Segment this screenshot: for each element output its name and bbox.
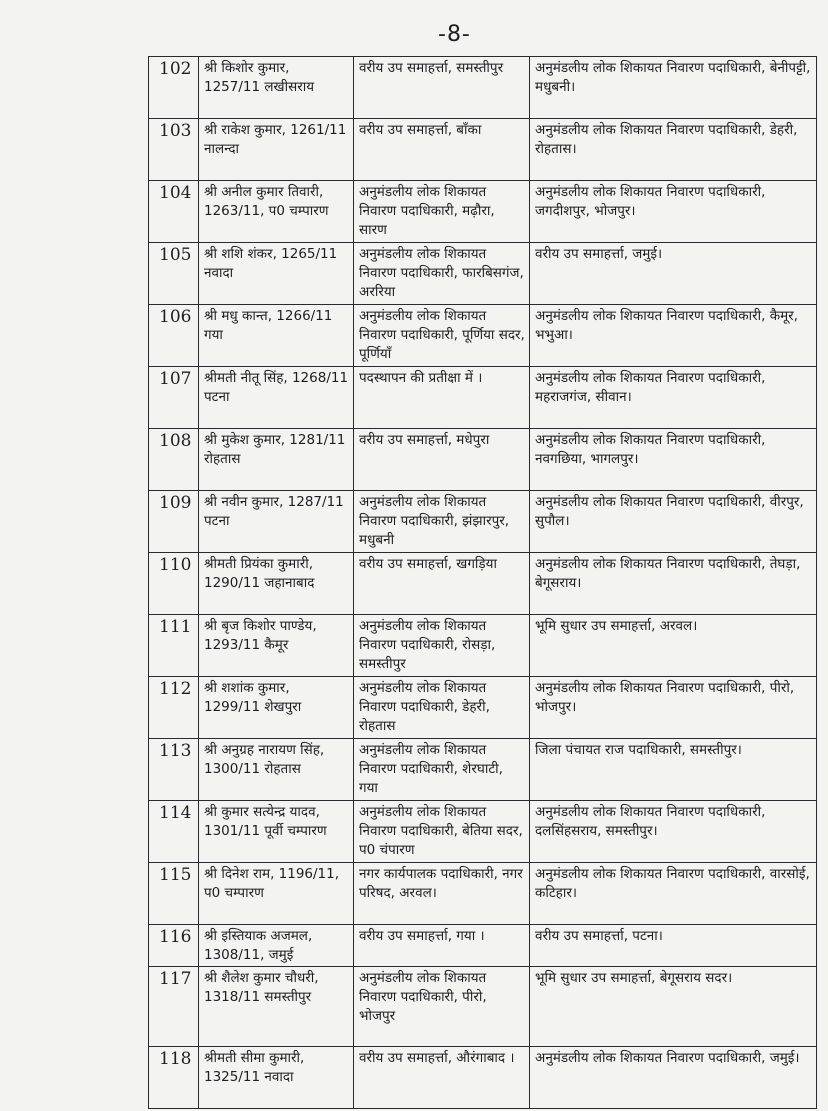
officer-cell: श्री नवीन कुमार, 1287/11 पटना xyxy=(199,491,354,553)
new-posting-cell: अनुमंडलीय लोक शिकायत निवारण पदाधिकारी, वीरपुर, सुपौल। xyxy=(530,491,817,553)
table-row xyxy=(149,801,817,863)
current-posting-cell: अनुमंडलीय लोक शिकायत निवारण पदाधिकारी, रोसड़ा, समस्तीपुर xyxy=(354,615,530,677)
new-posting-cell: अनुमंडलीय लोक शिकायत निवारण पदाधिकारी, दलसिंहसराय, समस्तीपुर। xyxy=(530,801,817,863)
current-posting-cell: अनुमंडलीय लोक शिकायत निवारण पदाधिकारी, शेरघाटी, गया xyxy=(354,739,530,801)
serial-number: 110 xyxy=(149,553,199,615)
officer-cell: श्री दिनेश राम, 1196/11, प0 चम्पारण xyxy=(199,863,354,925)
officer-cell: श्री शैलेश कुमार चौधरी, 1318/11 समस्तीपुर xyxy=(199,967,354,1047)
table-row xyxy=(149,615,817,677)
transfer-table xyxy=(148,56,817,1109)
table-row xyxy=(149,305,817,367)
officer-cell: श्रीमती प्रियंका कुमारी, 1290/11 जहानाबाद xyxy=(199,553,354,615)
officer-cell: श्री शशांक कुमार, 1299/11 शेखपुरा xyxy=(199,677,354,739)
new-posting-cell: अनुमंडलीय लोक शिकायत निवारण पदाधिकारी, कैमूर, भभुआ। xyxy=(530,305,817,367)
current-posting-cell: वरीय उप समाहर्त्ता, मधेपुरा xyxy=(354,429,530,491)
serial-number: 105 xyxy=(149,243,199,305)
officer-cell: श्रीमती नीतू सिंह, 1268/11 पटना xyxy=(199,367,354,429)
current-posting-cell: अनुमंडलीय लोक शिकायत निवारण पदाधिकारी, फारबिसगंज, अररिया xyxy=(354,243,530,305)
current-posting-cell: वरीय उप समाहर्त्ता, खगड़िया xyxy=(354,553,530,615)
serial-number: 102 xyxy=(149,57,199,119)
new-posting-cell: भूमि सुधार उप समाहर्त्ता, अरवल। xyxy=(530,615,817,677)
serial-number: 107 xyxy=(149,367,199,429)
current-posting-cell: अनुमंडलीय लोक शिकायत निवारण पदाधिकारी, बेतिया सदर, प0 चंपारण xyxy=(354,801,530,863)
new-posting-cell: अनुमंडलीय लोक शिकायत निवारण पदाधिकारी, नवगछिया, भागलपुर। xyxy=(530,429,817,491)
serial-number: 113 xyxy=(149,739,199,801)
new-posting-cell: भूमि सुधार उप समाहर्त्ता, बेगूसराय सदर। xyxy=(530,967,817,1047)
current-posting-cell: वरीय उप समाहर्त्ता, बाँका xyxy=(354,119,530,181)
page-number: -8- xyxy=(438,22,471,47)
table-row xyxy=(149,119,817,181)
serial-number: 117 xyxy=(149,967,199,1047)
table-row xyxy=(149,739,817,801)
table-row xyxy=(149,967,817,1047)
serial-number: 116 xyxy=(149,925,199,967)
current-posting-cell: वरीय उप समाहर्त्ता, समस्तीपुर xyxy=(354,57,530,119)
current-posting-cell: अनुमंडलीय लोक शिकायत निवारण पदाधिकारी, मढ़ौरा, सारण xyxy=(354,181,530,243)
current-posting-cell: वरीय उप समाहर्त्ता, गया । xyxy=(354,925,530,967)
serial-number: 118 xyxy=(149,1047,199,1109)
new-posting-cell: अनुमंडलीय लोक शिकायत निवारण पदाधिकारी, जमुई। xyxy=(530,1047,817,1109)
officer-cell: श्री इस्तियाक अजमल, 1308/11, जमुई xyxy=(199,925,354,967)
officer-cell: श्री मधु कान्त, 1266/11 गया xyxy=(199,305,354,367)
table-row xyxy=(149,491,817,553)
table-row xyxy=(149,57,817,119)
serial-number: 112 xyxy=(149,677,199,739)
serial-number: 114 xyxy=(149,801,199,863)
current-posting-cell: अनुमंडलीय लोक शिकायत निवारण पदाधिकारी, डेहरी, रोहतास xyxy=(354,677,530,739)
new-posting-cell: अनुमंडलीय लोक शिकायत निवारण पदाधिकारी, बेनीपट्टी, मधुबनी। xyxy=(530,57,817,119)
current-posting-cell: अनुमंडलीय लोक शिकायत निवारण पदाधिकारी, झंझारपुर, मधुबनी xyxy=(354,491,530,553)
new-posting-cell: अनुमंडलीय लोक शिकायत निवारण पदाधिकारी, डेहरी, रोहतास। xyxy=(530,119,817,181)
table-row xyxy=(149,863,817,925)
current-posting-cell: वरीय उप समाहर्त्ता, औरंगाबाद । xyxy=(354,1047,530,1109)
table-row xyxy=(149,925,817,967)
officer-cell: श्री शशि शंकर, 1265/11 नवादा xyxy=(199,243,354,305)
serial-number: 104 xyxy=(149,181,199,243)
serial-number: 111 xyxy=(149,615,199,677)
new-posting-cell: अनुमंडलीय लोक शिकायत निवारण पदाधिकारी, महराजगंज, सीवान। xyxy=(530,367,817,429)
officer-cell: श्री मुकेश कुमार, 1281/11 रोहतास xyxy=(199,429,354,491)
officer-cell: श्री अनील कुमार तिवारी, 1263/11, प0 चम्पारण xyxy=(199,181,354,243)
current-posting-cell: नगर कार्यपालक पदाधिकारी, नगर परिषद, अरवल। xyxy=(354,863,530,925)
current-posting-cell: अनुमंडलीय लोक शिकायत निवारण पदाधिकारी, पीरो, भोजपुर xyxy=(354,967,530,1047)
table-row xyxy=(149,367,817,429)
new-posting-cell: जिला पंचायत राज पदाधिकारी, समस्तीपुर। xyxy=(530,739,817,801)
serial-number: 106 xyxy=(149,305,199,367)
officer-cell: श्रीमती सीमा कुमारी, 1325/11 नवादा xyxy=(199,1047,354,1109)
current-posting-cell: पदस्थापन की प्रतीक्षा में । xyxy=(354,367,530,429)
officer-cell: श्री राकेश कुमार, 1261/11 नालन्दा xyxy=(199,119,354,181)
table-row xyxy=(149,1047,817,1109)
table-row xyxy=(149,243,817,305)
current-posting-cell: अनुमंडलीय लोक शिकायत निवारण पदाधिकारी, पूर्णिया सदर, पूर्णियाँ xyxy=(354,305,530,367)
officer-cell: श्री अनुग्रह नारायण सिंह, 1300/11 रोहतास xyxy=(199,739,354,801)
table-row xyxy=(149,429,817,491)
new-posting-cell: अनुमंडलीय लोक शिकायत निवारण पदाधिकारी, जगदीशपुर, भोजपुर। xyxy=(530,181,817,243)
serial-number: 103 xyxy=(149,119,199,181)
table-row xyxy=(149,677,817,739)
new-posting-cell: अनुमंडलीय लोक शिकायत निवारण पदाधिकारी, तेघड़ा, बेगूसराय। xyxy=(530,553,817,615)
new-posting-cell: अनुमंडलीय लोक शिकायत निवारण पदाधिकारी, पीरो, भोजपुर। xyxy=(530,677,817,739)
new-posting-cell: वरीय उप समाहर्त्ता, जमुई। xyxy=(530,243,817,305)
new-posting-cell: अनुमंडलीय लोक शिकायत निवारण पदाधिकारी, वारसोई, कटिहार। xyxy=(530,863,817,925)
table-row xyxy=(149,181,817,243)
officer-cell: श्री बृज किशोर पाण्डेय, 1293/11 कैमूर xyxy=(199,615,354,677)
serial-number: 109 xyxy=(149,491,199,553)
officer-cell: श्री किशोर कुमार, 1257/11 लखीसराय xyxy=(199,57,354,119)
serial-number: 108 xyxy=(149,429,199,491)
table-body xyxy=(149,57,817,1109)
new-posting-cell: वरीय उप समाहर्त्ता, पटना। xyxy=(530,925,817,967)
table-row xyxy=(149,553,817,615)
serial-number: 115 xyxy=(149,863,199,925)
officer-cell: श्री कुमार सत्येन्द्र यादव, 1301/11 पूर्वी चम्पारण xyxy=(199,801,354,863)
